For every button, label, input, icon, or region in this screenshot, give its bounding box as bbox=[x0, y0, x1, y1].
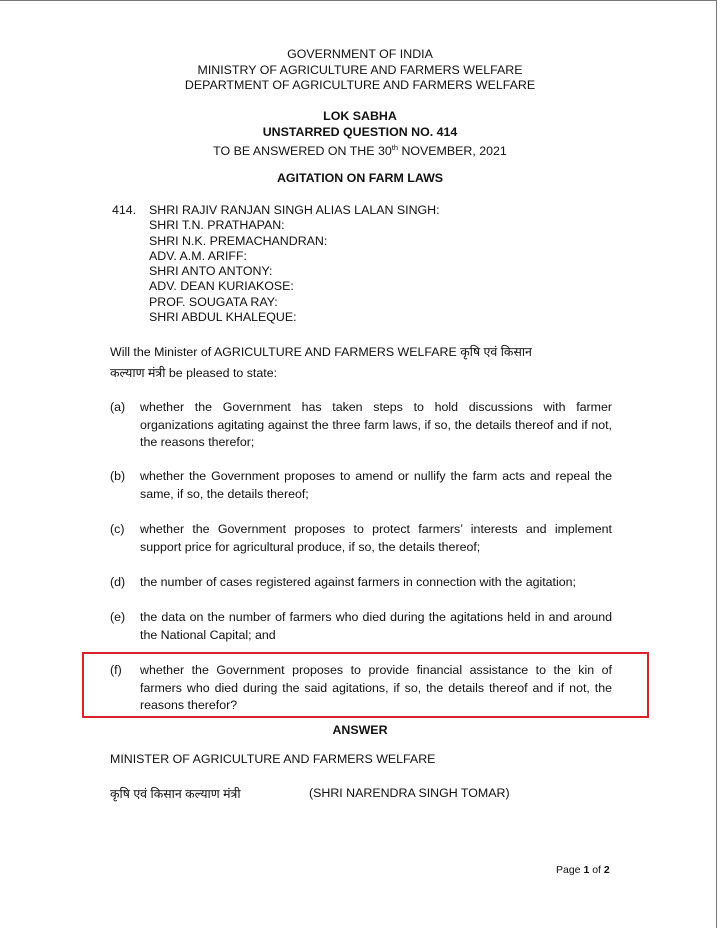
question-number: 414. bbox=[112, 203, 137, 217]
answer-date-suffix: NOVEMBER, 2021 bbox=[398, 144, 507, 158]
item-text: the number of cases registered against farmers in connection with the agitation; bbox=[140, 575, 576, 589]
item-label: (d) bbox=[110, 575, 126, 589]
item-label: (a) bbox=[110, 400, 126, 414]
header-government: GOVERNMENT OF INDIA bbox=[287, 47, 433, 61]
answer-date bbox=[0, 140, 720, 160]
page-current: 1 bbox=[583, 864, 590, 876]
member-list bbox=[149, 203, 440, 325]
intro-line-1: Will the Minister of AGRICULTURE AND FARMERS WELFARE कृषि एवं किसान bbox=[110, 345, 532, 359]
header-ministry: MINISTRY OF AGRICULTURE AND FARMERS WELFARE bbox=[197, 62, 523, 77]
page-number bbox=[556, 864, 610, 876]
item-label: (b) bbox=[110, 469, 126, 483]
member-name: SHRI ANTO ANTONY: bbox=[149, 264, 273, 279]
item-text: whether the Government proposes to protect farmers’ interests and implement support price for agricultural produce, if so, the details thereof; bbox=[140, 522, 612, 554]
minister-name: (SHRI NARENDRA SINGH TOMAR) bbox=[309, 786, 510, 800]
intro-line-2: कल्याण मंत्री be pleased to state: bbox=[110, 366, 278, 380]
house-name: LOK SABHA bbox=[323, 109, 397, 123]
member-name: SHRI N.K. PREMACHANDRAN: bbox=[149, 233, 328, 248]
question-info bbox=[0, 109, 720, 160]
item-label: (e) bbox=[110, 610, 126, 624]
item-label: (f) bbox=[110, 663, 122, 677]
answer-heading: ANSWER bbox=[332, 723, 388, 737]
page-of: of bbox=[589, 864, 604, 876]
minister-title-hindi: कृषि एवं किसान कल्याण मंत्री bbox=[110, 787, 241, 801]
item-text: whether the Government has taken steps to hold discussions with farmer organizations agitating against the three farm laws, if so, the details thereof and if not, the reasons therefor; bbox=[140, 400, 612, 449]
member-name: ADV. A.M. ARIFF: bbox=[149, 248, 248, 263]
answer-date-sup: th bbox=[391, 143, 398, 152]
member-name: SHRI T.N. PRATHAPAN: bbox=[149, 218, 285, 233]
header-department: DEPARTMENT OF AGRICULTURE AND FARMERS WELFARE bbox=[184, 78, 536, 92]
question-number-title: UNSTARRED QUESTION NO. 414 bbox=[262, 124, 458, 139]
member-name: ADV. DEAN KURIAKOSE: bbox=[149, 279, 294, 294]
item-label: (c) bbox=[110, 522, 125, 536]
page-word: Page bbox=[556, 864, 584, 876]
subject-title: AGITATION ON FARM LAWS bbox=[276, 171, 444, 185]
document-header bbox=[0, 47, 720, 94]
item-text: the data on the number of farmers who died during the agitations held in and around the National Capital; and bbox=[140, 610, 612, 642]
member-name: SHRI RAJIV RANJAN SINGH ALIAS LALAN SINGH: bbox=[149, 203, 440, 217]
item-text: whether the Government proposes to amend or nullify the farm acts and repeal the same, if so, the details thereof; bbox=[140, 469, 612, 501]
minister-title: MINISTER OF AGRICULTURE AND FARMERS WELFARE bbox=[110, 752, 436, 766]
member-name: PROF. SOUGATA RAY: bbox=[149, 294, 278, 309]
item-text: whether the Government proposes to provide financial assistance to the kin of farmers who died during the said agitations, if so, the details thereof and if not, the reasons therefor? bbox=[140, 663, 612, 712]
member-name: SHRI ABDUL KHALEQUE: bbox=[149, 310, 297, 325]
page-total: 2 bbox=[603, 864, 610, 876]
answer-date-prefix: TO BE ANSWERED ON THE 30 bbox=[213, 144, 392, 158]
